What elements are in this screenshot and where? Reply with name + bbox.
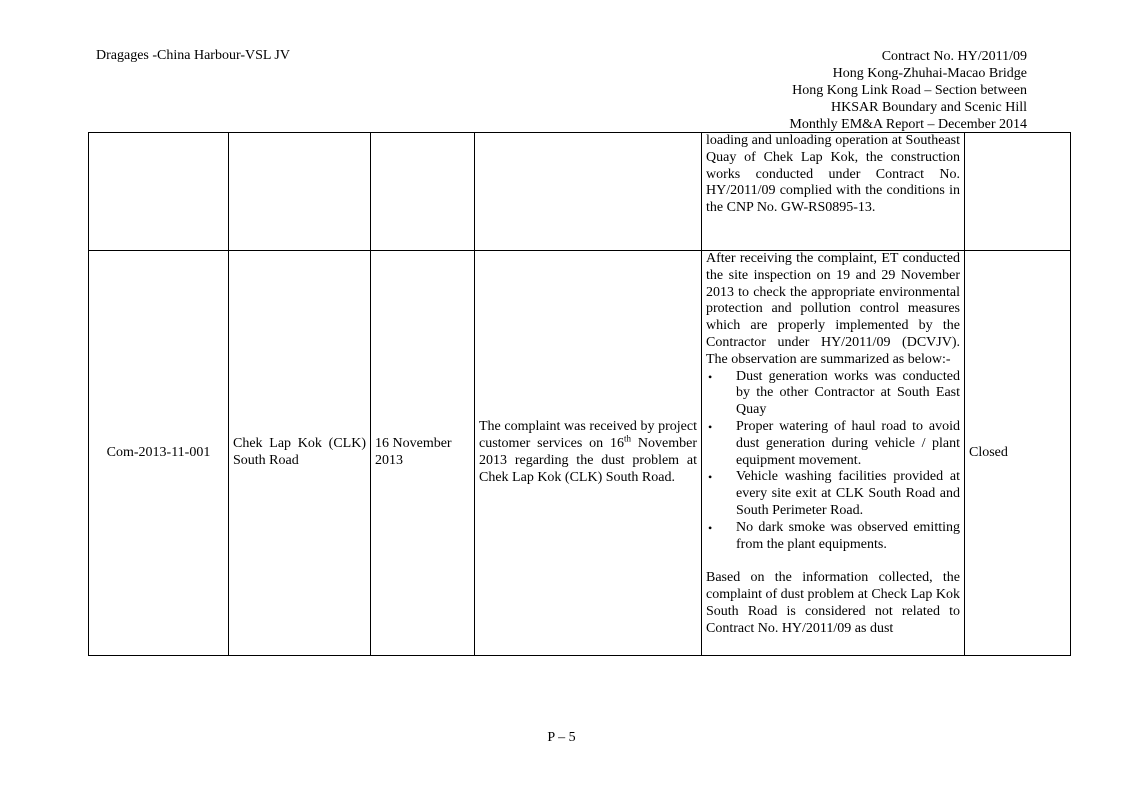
header-section: Hong Kong Link Road – Section between <box>792 83 1027 98</box>
details-superscript: th <box>624 433 632 444</box>
header-project: Hong Kong-Zhuhai-Macao Bridge <box>832 66 1027 81</box>
details-cell <box>475 251 702 656</box>
header-boundary: HKSAR Boundary and Scenic Hill <box>831 100 1027 115</box>
list-item: • Dust generation works was conducted by the other Contractor at South East Quay <box>736 369 960 419</box>
header-right <box>789 48 1027 133</box>
table-row <box>89 251 1071 656</box>
location-cell: Chek Lap Kok (CLK) South Road <box>229 251 371 656</box>
location-cell <box>229 133 371 251</box>
table-row <box>89 133 1071 251</box>
investigation-cell <box>702 251 965 656</box>
complaint-log-table <box>88 132 1071 656</box>
observation-list <box>706 369 960 554</box>
list-item: • No dark smoke was observed emitting from the plant equipments. <box>736 520 960 554</box>
header-report: Monthly EM&A Report – December 2014 <box>789 117 1027 132</box>
investigation-paragraph: loading and unloading operation at Southeast Quay of Chek Lap Kok, the construction works conducted under Contract No. HY/2011/09 complied with the conditions in the CNP No. GW-RS0895-13. <box>706 133 960 216</box>
log-no-cell: Com-2013-11-001 <box>89 251 229 656</box>
details-cell <box>475 133 702 251</box>
list-item: • Vehicle washing facilities provided at every site exit at CLK South Road and South Perimeter Road. <box>736 469 960 519</box>
page-number: P – 5 <box>547 730 576 745</box>
status-cell: Closed <box>965 251 1071 656</box>
investigation-intro: After receiving the complaint, ET conducted the site inspection on 19 and 29 November 2013 to check the appropriate environmental protection and pollution control measures which are properly implemented by the Contractor under HY/2011/09 (DCVJV). The observation are summarized as below:- <box>706 251 960 367</box>
date-cell <box>371 133 475 251</box>
details-text-rest: November 2013 regarding the dust problem at Chek Lap Kok (CLK) South Road. <box>479 436 697 485</box>
header-contract: Contract No. HY/2011/09 <box>881 49 1027 64</box>
log-no-cell <box>89 133 229 251</box>
investigation-conclusion: Based on the information collected, the complaint of dust problem at Check Lap Kok South Road is considered not related to Contract No. HY/2011/09 as dust <box>706 570 960 636</box>
details-text: The complaint was received by project customer services on 16 <box>479 419 697 452</box>
status-cell <box>965 133 1071 251</box>
list-item: • Proper watering of haul road to avoid dust generation during vehicle / plant equipment movement. <box>736 419 960 469</box>
investigation-cell <box>702 133 965 251</box>
header-left: Dragages -China Harbour-VSL JV <box>96 48 290 63</box>
date-cell: 16 November 2013 <box>371 251 475 656</box>
